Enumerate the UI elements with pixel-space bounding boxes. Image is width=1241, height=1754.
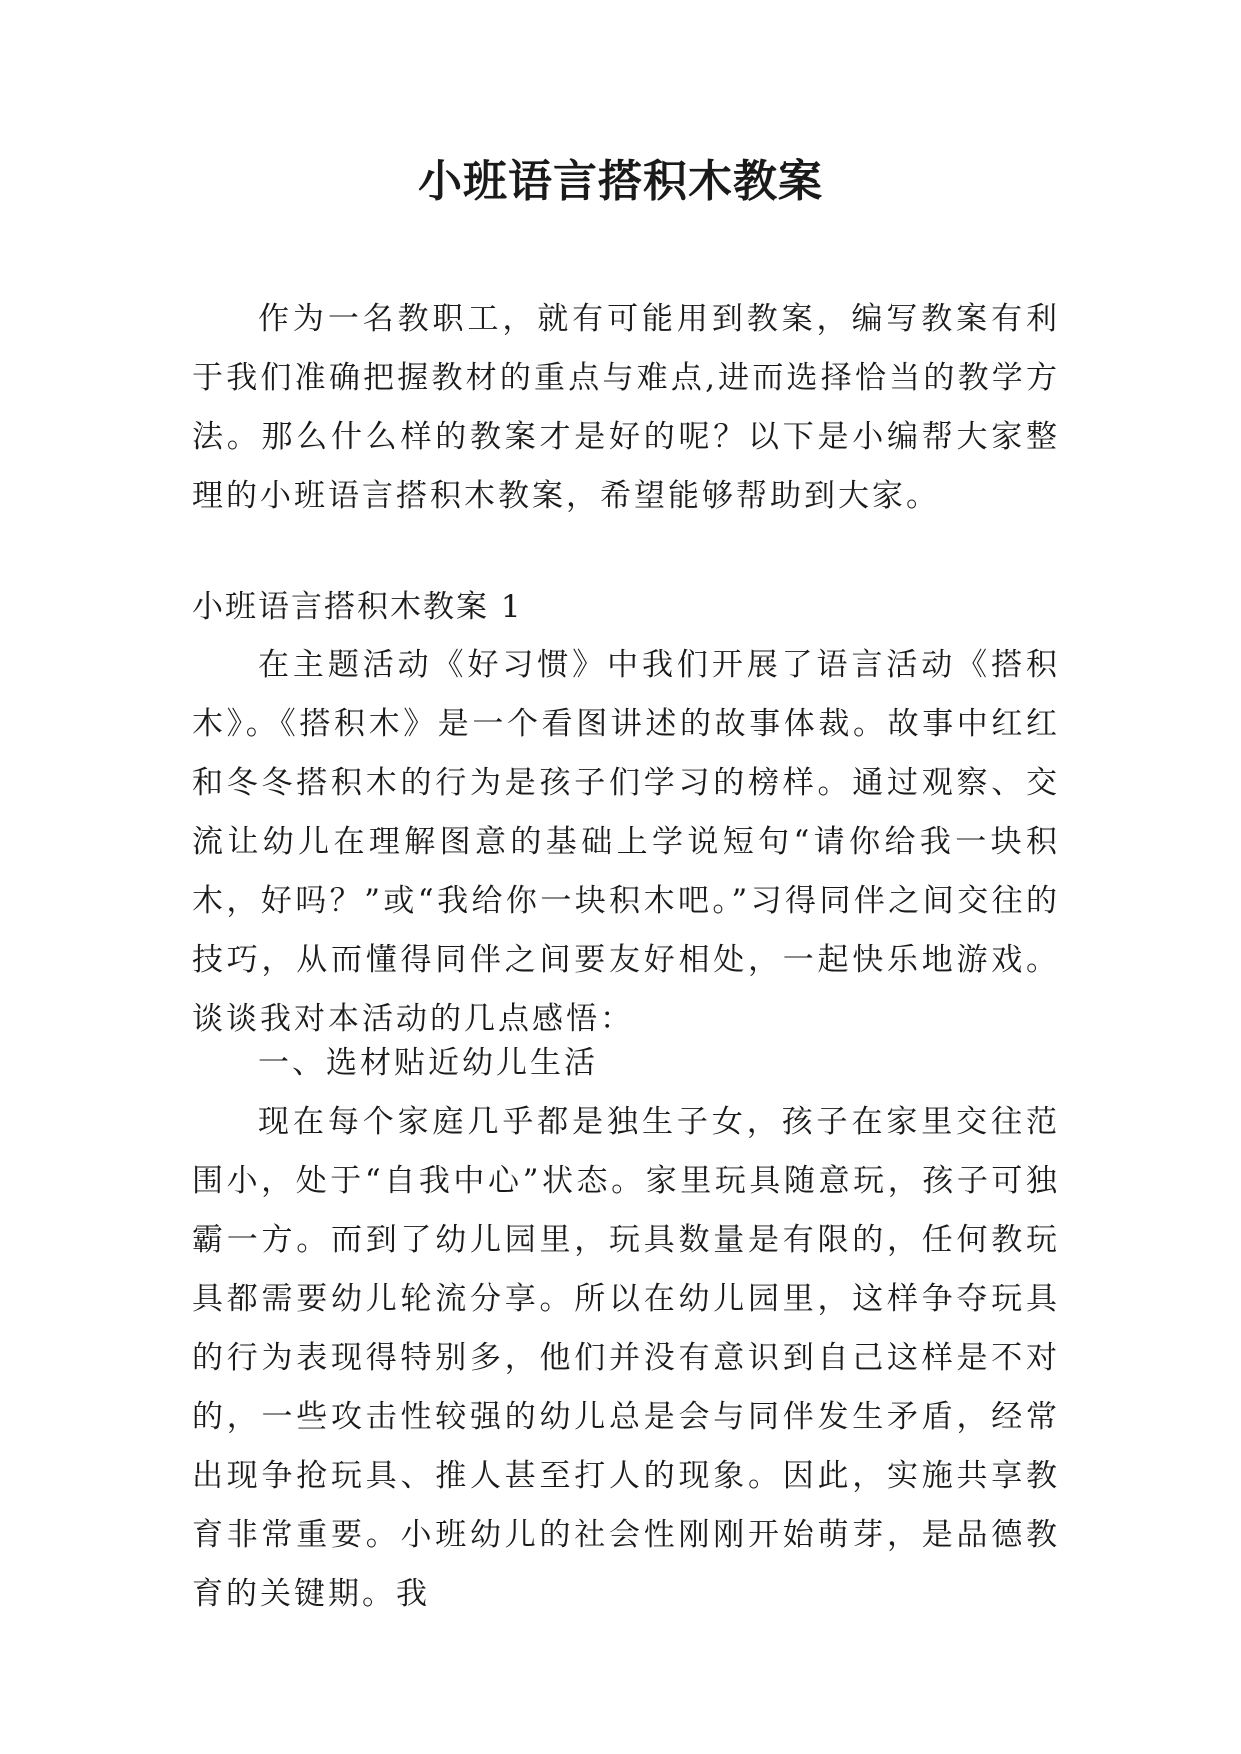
body-paragraph: 在主题活动《好习惯》中我们开展了语言活动《搭积木》。《搭积木》是一个看图讲述的故事体裁。故事中红红和冬冬搭积木的行为是孩子们学习的榜样。通过观察、交流让幼儿在理解图意的基础上学说短句“请你给我一块积木，好吗？”或“我给你一块积木吧。”习得同伴之间交往的技巧，从而懂得同伴之间要友好相处，一起快乐地游戏。谈谈我对本活动的几点感悟： bbox=[192, 647, 1060, 1037]
body-paragraph: 现在每个家庭几乎都是独生子女，孩子在家里交往范围小，处于“自我中心”状态。家里玩具随意玩，孩子可独霸一方。而到了幼儿园里，玩具数量是有限的，任何教玩具都需要幼儿轮流分享。所以在幼儿园里，这样争夺玩具的行为表现得特别多，他们并没有意识到自己这样是不对的，一些攻击性较强的幼儿总是会与同伴发生矛盾，经常出现争抢玩具、推人甚至打人的现象。因此，实施共享教育非常重要。小班幼儿的社会性刚刚开始萌芽，是品德教育的关键期。我 bbox=[192, 1104, 1060, 1612]
sub-heading: 一、选材贴近幼儿生活 bbox=[258, 1045, 598, 1081]
section-heading: 小班语言搭积木教案 1 bbox=[192, 589, 523, 625]
intro-paragraph: 作为一名教职工，就有可能用到教案，编写教案有利于我们准确把握教材的重点与难点,进而选择恰当的教学方法。那么什么样的教案才是好的呢？以下是小编帮大家整理的小班语言搭积木教案，希望能够帮助到大家。 bbox=[192, 301, 1060, 514]
document-title: 小班语言搭积木教案 bbox=[418, 156, 823, 207]
